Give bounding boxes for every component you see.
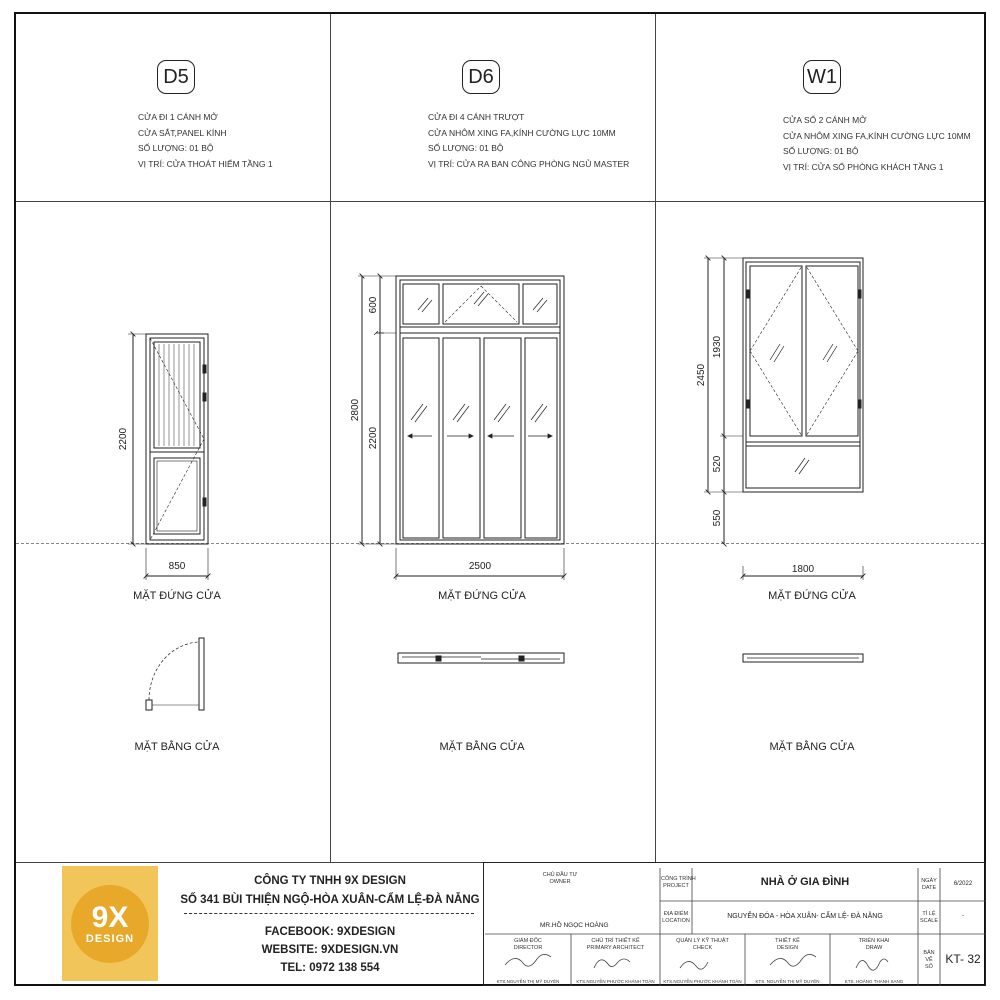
scale-value: - <box>962 913 964 919</box>
d6-width-dim: 2500 <box>468 561 492 572</box>
d6-code-badge: D6 <box>462 60 500 94</box>
w1-upper-dim: 1930 <box>712 335 723 359</box>
role-title-en: DIRECTOR <box>513 945 543 951</box>
role-primary-architect <box>571 938 660 952</box>
project-name: NHÀ Ở GIA ĐÌNH <box>760 876 850 888</box>
logo-subtext: DESIGN <box>85 932 135 945</box>
w1-lower-dim: 520 <box>712 455 723 473</box>
d6-door-dim: 2200 <box>368 426 379 450</box>
sheet-no-label <box>918 950 940 971</box>
company-tel: TEL: 0972 138 554 <box>280 962 380 974</box>
w1-total-dim: 2450 <box>696 363 707 387</box>
d5-plan-label: MẶT BẰNG CỬA <box>134 741 220 753</box>
company-website: WEBSITE: 9XDESIGN.VN <box>261 944 399 956</box>
role-title: THIẾT KẾ <box>775 938 800 944</box>
d6-desc-line: CỬA NHÔM XING FA,KÍNH CƯỜNG LỰC 10MM <box>428 127 616 138</box>
scale-label <box>918 911 940 925</box>
date-value: 6/2022 <box>953 881 973 887</box>
d5-desc-line: SỐ LƯỢNG: 01 BỘ <box>138 143 214 153</box>
d6-desc-line: SỐ LƯỢNG: 01 BỘ <box>428 143 504 153</box>
date-label-vi: NGÀY <box>921 878 937 884</box>
role-check-name: KTS.NGUYỄN PHƯỚC KHÁNH TOÀN <box>663 979 742 984</box>
w1-code-badge: W1 <box>803 60 841 94</box>
location-value: NGUYỄN ĐÓA - HÒA XUÂN- CẨM LỆ- ĐÀ NẴNG <box>727 913 883 920</box>
role-title-en: CHECK <box>692 945 713 951</box>
role-title: CHỦ TRÌ THIẾT KẾ <box>591 938 640 944</box>
w1-desc-line: CỬA SỔ 2 CÁNH MỞ <box>783 115 867 125</box>
d6-top-dim: 600 <box>368 296 379 314</box>
d5-desc-line: VỊ TRÍ: CỬA THOÁT HIỂM TẦNG 1 <box>138 158 273 169</box>
role-draw <box>830 938 918 952</box>
project-label-en: PROJECT <box>663 883 689 889</box>
sheet-no-label-line: SỐ <box>925 964 933 970</box>
project-label-vi: CÔNG TRÌNH <box>661 876 696 882</box>
role-title: TRIỂN KHAI <box>858 938 890 944</box>
role-design-name: KTS. NGUYỄN THỊ MỸ DUYÊN <box>755 979 820 984</box>
role-design <box>745 938 830 952</box>
w1-elevation-label: MẶT ĐỨNG CỬA <box>768 590 856 602</box>
d6-elevation-label: MẶT ĐỨNG CỬA <box>438 590 526 602</box>
owner-name: MR.HỒ NGỌC HOÀNG <box>540 922 609 929</box>
d5-height-dim: 2200 <box>118 427 129 451</box>
owner-label <box>530 872 590 886</box>
logo-text: 9X <box>91 900 129 934</box>
d5-code-badge: D5 <box>157 60 195 94</box>
role-primary-architect-name: KTS.NGUYỄN PHƯỚC KHÁNH TOÀN <box>576 979 655 984</box>
d5-elevation-label: MẶT ĐỨNG CỬA <box>133 590 221 602</box>
d6-plan-label: MẶT BẰNG CỬA <box>439 741 525 753</box>
role-title: GIÁM ĐỐC <box>514 938 542 944</box>
d6-total-dim: 2800 <box>350 398 361 422</box>
company-name: CÔNG TY TNHH 9X DESIGN <box>254 875 406 887</box>
owner-label-vi: CHỦ ĐẦU TƯ <box>542 872 578 878</box>
w1-desc-line: CỬA NHÔM XING FA,KÍNH CƯỜNG LỰC 10MM <box>783 130 971 141</box>
location-label-vi: ĐỊA ĐIỂM <box>663 911 689 917</box>
project-label <box>661 876 696 890</box>
sheet-no-label-line: VẼ <box>925 957 933 963</box>
w1-plan-label: MẶT BẰNG CỬA <box>769 741 855 753</box>
owner-label-en: OWNER <box>549 879 571 885</box>
d6-desc-line: CỬA ĐI 4 CÁNH TRƯỢT <box>428 112 525 122</box>
date-label <box>918 878 940 892</box>
location-label-en: LOCATION <box>662 918 690 924</box>
role-title-en: DESIGN <box>776 945 799 951</box>
w1-desc-line: VỊ TRÍ: CỬA SỔ PHÒNG KHÁCH TẦNG 1 <box>783 161 944 172</box>
w1-sill-dim: 550 <box>712 509 723 527</box>
role-director-name: KTS.NGUYỄN THỊ MỸ DUYÊN <box>496 979 560 984</box>
location-label <box>661 911 691 925</box>
w1-width-dim: 1800 <box>791 564 815 575</box>
w1-desc-line: SỐ LƯỢNG: 01 BỘ <box>783 146 859 156</box>
role-director <box>485 938 571 952</box>
role-title-en: PRIMARY ARCHITECT <box>586 945 645 951</box>
sheet-no-value: KT- 32 <box>945 952 981 966</box>
company-facebook: FACEBOOK: 9XDESIGN <box>264 926 396 938</box>
d5-desc-line: CỬA SẮT,PANEL KÍNH <box>138 127 227 138</box>
role-title: QUẢN LÝ KỸ THUẬT <box>676 938 729 944</box>
scale-label-vi: TỈ LỆ <box>922 911 936 917</box>
role-draw-name: KTS. HOÀNG THANH SANG <box>844 979 904 984</box>
d6-desc-line: VỊ TRÍ: CỬA RA BAN CÔNG PHÒNG NGỦ MASTER <box>428 158 630 169</box>
d5-width-dim: 850 <box>168 561 186 572</box>
role-check <box>660 938 745 952</box>
date-label-en: DATE <box>921 885 937 891</box>
role-title-en: DRAW <box>865 945 883 951</box>
scale-label-en: SCALE <box>919 918 939 924</box>
sheet-no-label-line: BẢN <box>923 950 935 956</box>
d5-desc-line: CỬA ĐI 1 CÁNH MỞ <box>138 112 218 122</box>
company-address: SỐ 341 BÙI THIỆN NGỘ-HÒA XUÂN-CẨM LỆ-ĐÀ NẴNG <box>180 894 480 906</box>
